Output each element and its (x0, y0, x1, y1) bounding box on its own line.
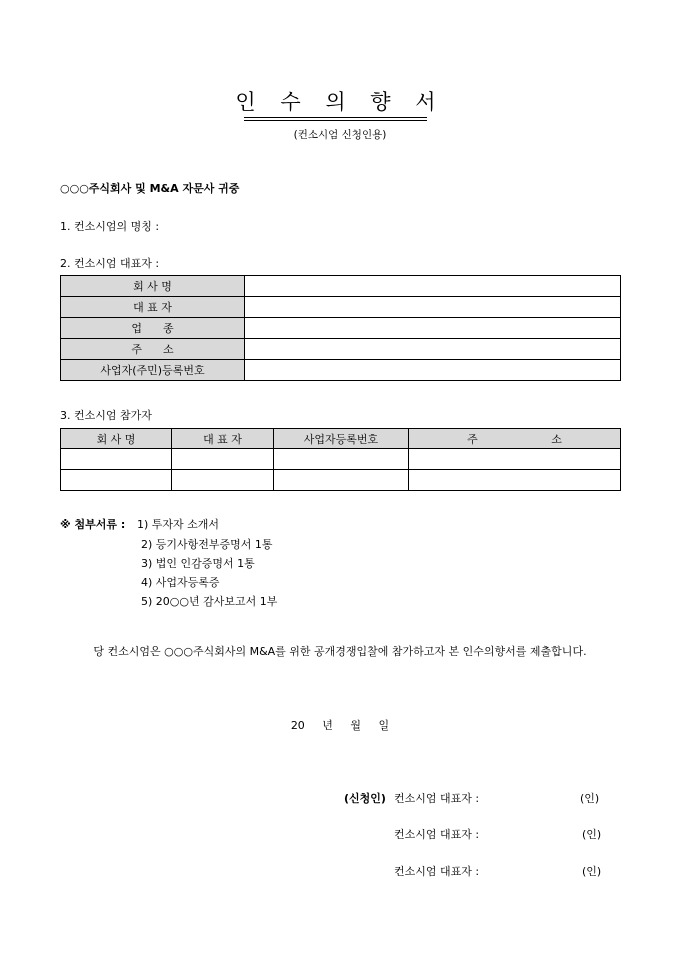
seal-mark: (인) (580, 792, 600, 805)
representative-table (60, 275, 621, 381)
rep-value-registration-number[interactable] (245, 360, 621, 381)
applicant-prefix: (신청인) (344, 792, 386, 805)
attachment-item: 3) 법인 인감증명서 1통 (141, 557, 255, 570)
signature-rep-label: 컨소시엄 대표자 : (394, 865, 480, 878)
submission-statement: 당 컨소시엄은 ○○○주식회사의 M&A를 위한 공개경쟁입찰에 참가하고자 본 인수의향서를 제출합니다. (93, 645, 587, 658)
participant-cell[interactable] (172, 449, 274, 470)
participant-cell[interactable] (61, 449, 172, 470)
table-row (61, 297, 621, 318)
date-line: 20 년 월 일 (290, 719, 390, 732)
table-row (61, 276, 621, 297)
rep-value-address[interactable] (245, 339, 621, 360)
participant-cell[interactable] (172, 470, 274, 491)
signature-rep-label: 컨소시엄 대표자 : (394, 792, 480, 805)
rep-value-business[interactable] (245, 318, 621, 339)
table-header-row (61, 429, 621, 449)
participant-cell[interactable] (61, 470, 172, 491)
section-consortium-representative: 2. 컨소시엄 대표자 : (60, 257, 160, 270)
table-row (61, 449, 621, 470)
seal-mark: (인) (582, 828, 602, 841)
rep-value-company[interactable] (245, 276, 621, 297)
rep-label-registration-number: 사업자(주민)등록번호 (61, 360, 245, 381)
table-row (61, 470, 621, 491)
participant-header-ceo: 대 표 자 (172, 429, 274, 449)
title-underline-bottom (244, 120, 427, 121)
title-underline-top (244, 117, 427, 118)
document-subtitle: (컨소시엄 신청인용) (293, 129, 387, 141)
attachment-item: 4) 사업자등록증 (141, 576, 220, 589)
seal-mark: (인) (582, 865, 602, 878)
participant-header-address: 주 소 (409, 429, 621, 449)
rep-label-ceo: 대 표 자 (61, 297, 245, 318)
participants-table (60, 428, 621, 491)
rep-label-address: 주 소 (61, 339, 245, 360)
rep-label-company: 회 사 명 (61, 276, 245, 297)
table-row (61, 360, 621, 381)
participant-cell[interactable] (409, 449, 621, 470)
attachment-item: 5) 20○○년 감사보고서 1부 (141, 595, 278, 608)
section-consortium-participants: 3. 컨소시엄 참가자 (60, 409, 152, 422)
participant-cell[interactable] (274, 449, 409, 470)
table-row (61, 318, 621, 339)
attachments-label: ※ 첨부서류 : (60, 518, 126, 531)
participant-cell[interactable] (409, 470, 621, 491)
participant-header-company: 회 사 명 (61, 429, 172, 449)
signature-rep-label: 컨소시엄 대표자 : (394, 828, 480, 841)
participant-cell[interactable] (274, 470, 409, 491)
document-title: 인 수 의 향 서 (235, 90, 445, 114)
attachment-item: 1) 투자자 소개서 (137, 518, 220, 531)
rep-value-ceo[interactable] (245, 297, 621, 318)
section-consortium-name: 1. 컨소시엄의 명칭 : (60, 220, 160, 233)
table-row (61, 339, 621, 360)
rep-label-business: 업 종 (61, 318, 245, 339)
participant-header-registration: 사업자등록번호 (274, 429, 409, 449)
attachment-item: 2) 등기사항전부증명서 1통 (141, 538, 273, 551)
addressee: ○○○주식회사 및 M&A 자문사 귀중 (60, 182, 240, 195)
